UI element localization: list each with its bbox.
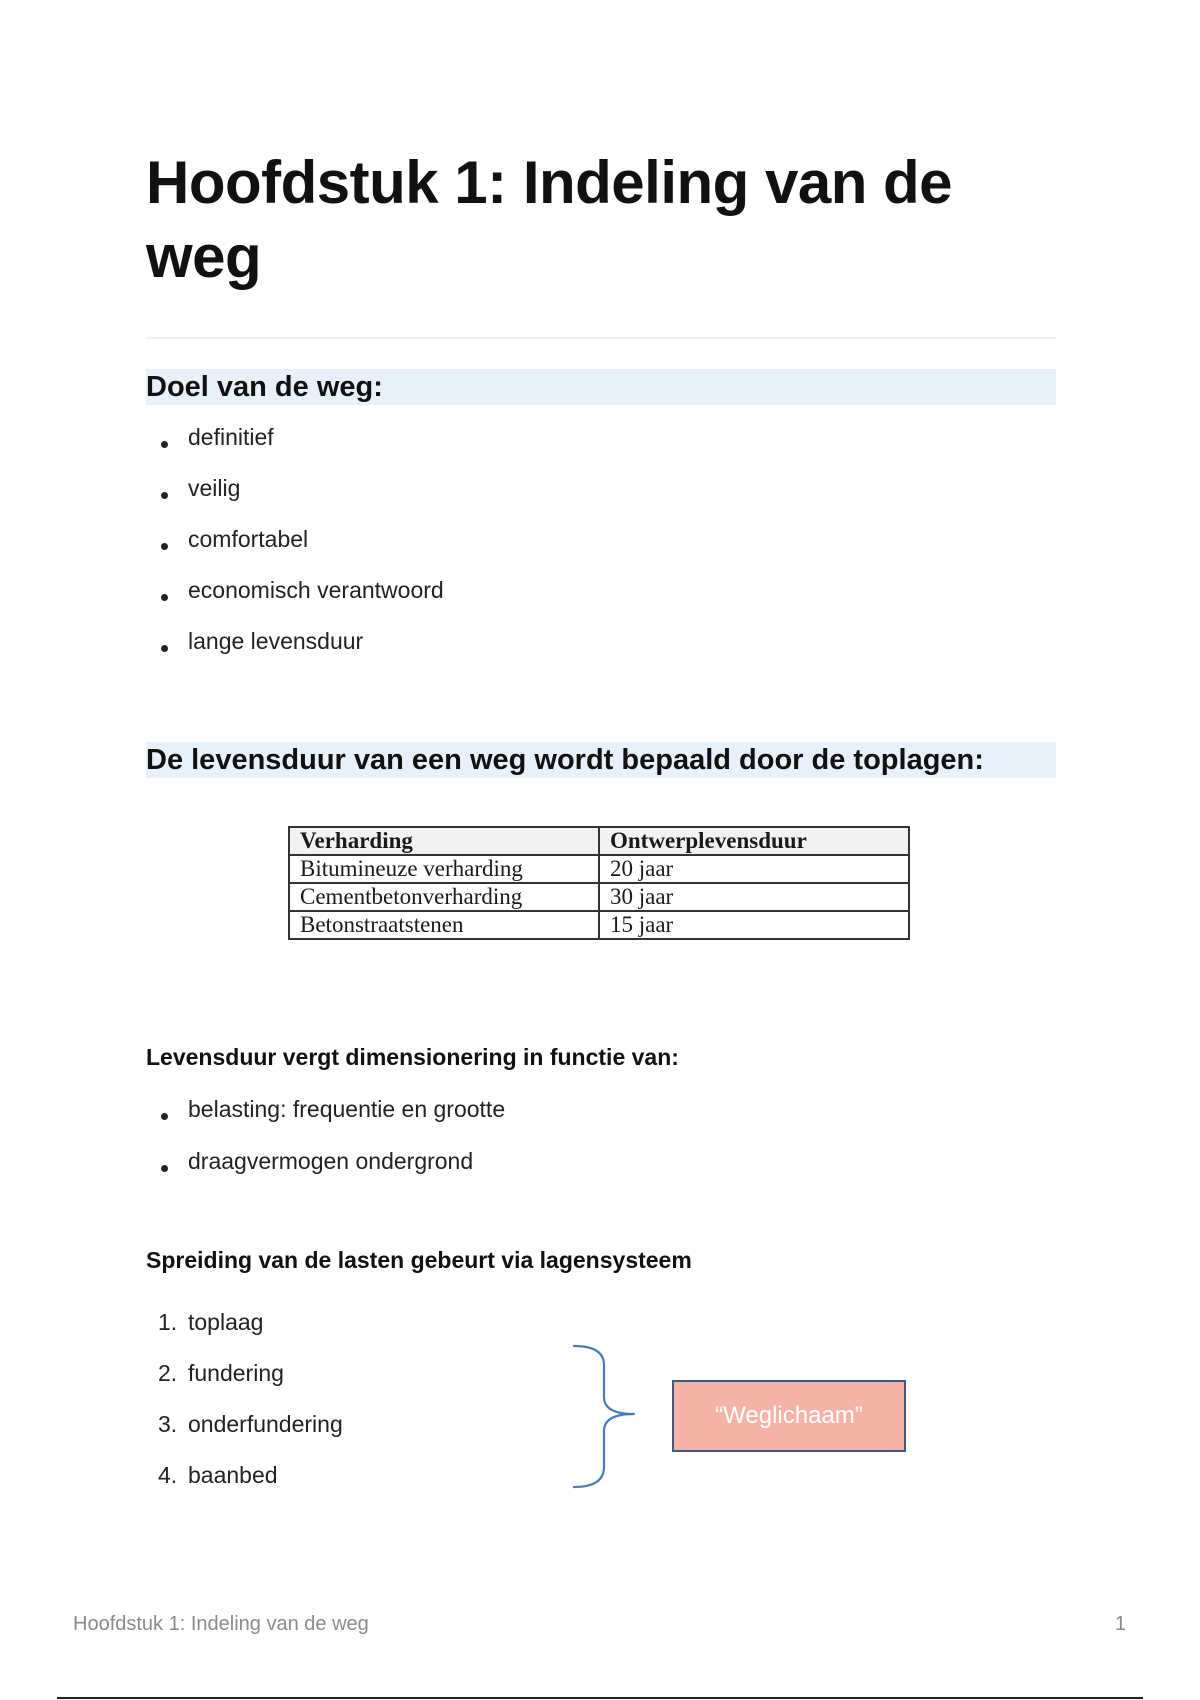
list-item [146, 1456, 343, 1507]
table-cell: 15 jaar [599, 911, 909, 939]
list-item [146, 1303, 343, 1354]
layers-heading: Spreiding van de lasten gebeurt via lagensysteem [146, 1247, 692, 1273]
curly-brace-icon [570, 1343, 640, 1491]
page-number: 1 [1114, 1613, 1126, 1635]
table-cell: 20 jaar [599, 855, 909, 883]
dimensioning-list [146, 1090, 505, 1194]
table-header-row [289, 827, 909, 855]
weglichaam-box [672, 1380, 906, 1452]
lifespan-table-wrapper [288, 826, 910, 940]
lifespan-heading: De levensduur van een weg wordt bepaald door de toplagen: [146, 742, 1056, 778]
list-label: toplaag [188, 1309, 264, 1335]
list-item: definitief [146, 418, 444, 469]
column-header-pavement: Verharding [289, 827, 599, 855]
list-label: baanbed [188, 1462, 278, 1488]
list-number: 3. [158, 1411, 178, 1437]
table-cell: Betonstraatstenen [289, 911, 599, 939]
footer-title: Hoofdstuk 1: Indeling van de weg [73, 1613, 369, 1635]
list-item [146, 1405, 343, 1456]
table-row [289, 911, 909, 939]
list-item: belasting: frequentie en grootte [146, 1090, 505, 1142]
table-row [289, 855, 909, 883]
dimensioning-heading: Levensduur vergt dimensionering in functie van: [146, 1044, 679, 1070]
list-item [146, 1354, 343, 1405]
list-label: onderfundering [188, 1411, 343, 1437]
layers-list [146, 1303, 343, 1507]
table-cell: Cementbetonverharding [289, 883, 599, 911]
list-item: veilig [146, 469, 444, 520]
list-number: 1. [158, 1309, 178, 1335]
page-title: Hoofdstuk 1: Indeling van de weg [146, 149, 953, 290]
table-row [289, 883, 909, 911]
list-item: lange levensduur [146, 622, 444, 673]
column-header-design-life: Ontwerplevensduur [599, 827, 909, 855]
lifespan-table [288, 826, 910, 940]
list-item: draagvermogen ondergrond [146, 1142, 505, 1194]
list-label: fundering [188, 1360, 284, 1386]
table-cell: 30 jaar [599, 883, 909, 911]
title-divider [146, 337, 1056, 339]
list-number: 2. [158, 1360, 178, 1386]
list-number: 4. [158, 1462, 178, 1488]
list-item: economisch verantwoord [146, 571, 444, 622]
purpose-heading: Doel van de weg: [146, 369, 1056, 405]
list-item: comfortabel [146, 520, 444, 571]
weglichaam-label: “Weglichaam” [715, 1402, 863, 1429]
footer-divider [57, 1697, 1143, 1699]
table-cell: Bitumineuze verharding [289, 855, 599, 883]
purpose-list [146, 418, 444, 673]
